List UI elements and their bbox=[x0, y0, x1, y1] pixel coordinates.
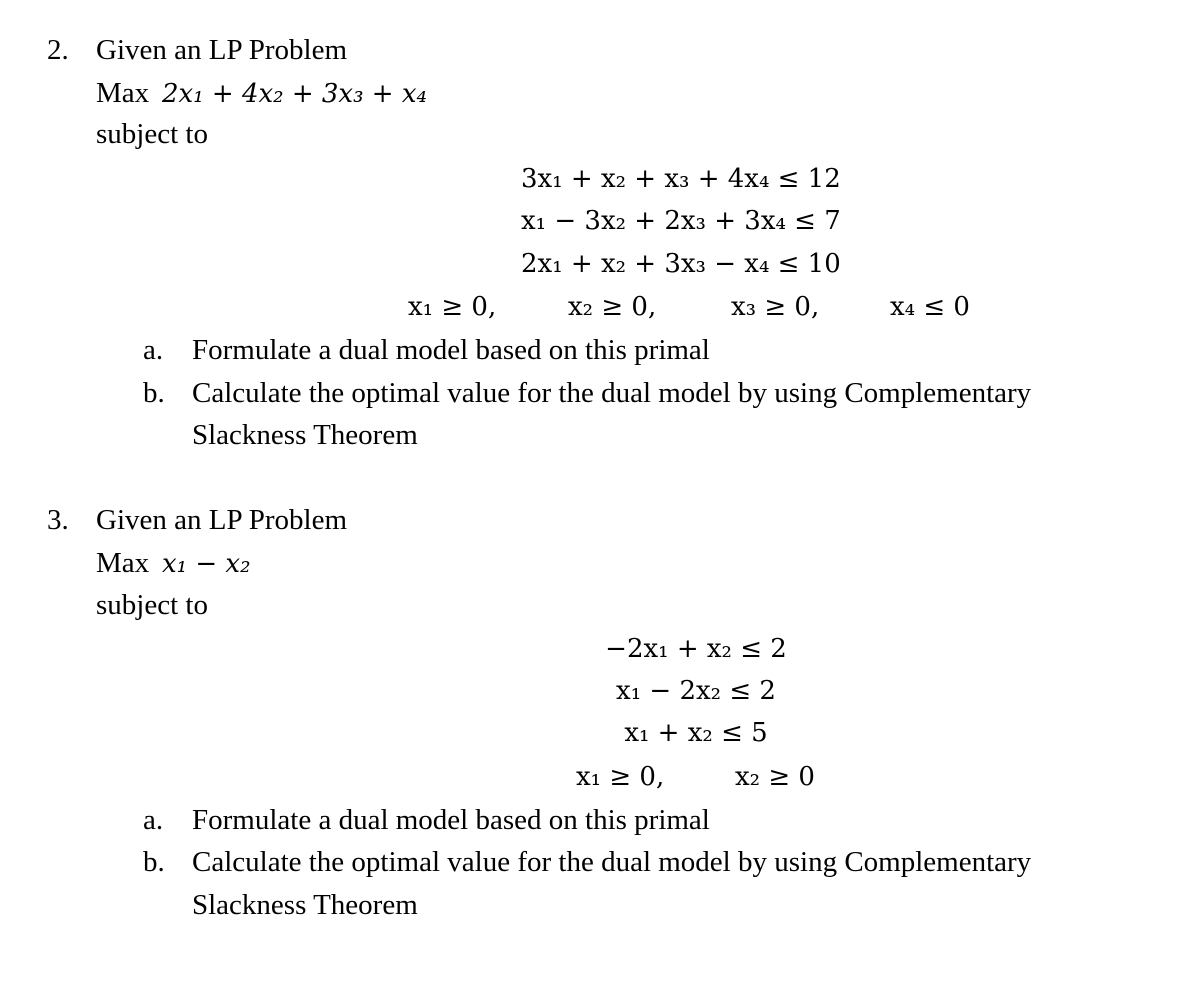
problem-3-part-b-text: Calculate the optimal value for the dual model by using Complementary bbox=[192, 846, 1032, 878]
problem-2-objective: 2x₁ + 4x₂ + 3x₃ + x₄ bbox=[162, 79, 427, 109]
problem-2-constraint-3: 2x₁ + x₂ + 3x₃ − x₄ ≤ 10 bbox=[521, 249, 841, 279]
problem-3-constraints bbox=[520, 631, 872, 751]
problem-3-part-b-text-cont: Slackness Theorem bbox=[192, 889, 418, 921]
problem-2-sign-x1: x₁ ≥ 0, bbox=[408, 292, 497, 322]
problem-2-number: 2. bbox=[47, 34, 69, 66]
problem-3-part-a-text: Formulate a dual model based on this primal bbox=[192, 804, 710, 836]
problem-3-objective: x₁ − x₂ bbox=[162, 549, 251, 579]
problem-2-part-a-label: a. bbox=[143, 334, 164, 366]
problem-2-sign-x2: x₂ ≥ 0, bbox=[568, 292, 657, 322]
problem-3-heading: Given an LP Problem bbox=[96, 504, 348, 536]
problem-2-heading: Given an LP Problem bbox=[96, 34, 348, 66]
problem-3-sign-x1: x₁ ≥ 0, bbox=[576, 762, 665, 792]
problem-3-constraint-1: −2x₁ + x₂ ≤ 2 bbox=[605, 634, 787, 664]
problem-3-constraint-3: x₁ + x₂ ≤ 5 bbox=[624, 718, 768, 748]
problem-2-sign-x4: x₄ ≤ 0 bbox=[890, 292, 970, 322]
problem-3-objective-prefix: Max bbox=[96, 547, 150, 579]
problem-2-sign-x3: x₃ ≥ 0, bbox=[731, 292, 820, 322]
problem-2-constraint-2: x₁ − 3x₂ + 2x₃ + 3x₄ ≤ 7 bbox=[521, 206, 841, 236]
problem-3-part-b-label: b. bbox=[143, 846, 165, 878]
problem-2-constraint-1: 3x₁ + x₂ + x₃ + 4x₄ ≤ 12 bbox=[521, 164, 841, 194]
problem-3-subject-to: subject to bbox=[96, 589, 208, 621]
problem-2-part-b-label: b. bbox=[143, 377, 165, 409]
problem-2-part-b-text-cont: Slackness Theorem bbox=[192, 419, 418, 451]
problem-3-constraint-2: x₁ − 2x₂ ≤ 2 bbox=[616, 676, 776, 706]
problem-3-number: 3. bbox=[47, 504, 69, 536]
problem-3-part-a-label: a. bbox=[143, 804, 164, 836]
problem-2-part-a-text: Formulate a dual model based on this primal bbox=[192, 334, 710, 366]
problem-2-part-b-text: Calculate the optimal value for the dual model by using Complementary bbox=[192, 377, 1032, 409]
problem-2-subject-to: subject to bbox=[96, 118, 208, 150]
problem-2-objective-prefix: Max bbox=[96, 77, 150, 109]
problem-3-sign-x2: x₂ ≥ 0 bbox=[735, 762, 815, 792]
